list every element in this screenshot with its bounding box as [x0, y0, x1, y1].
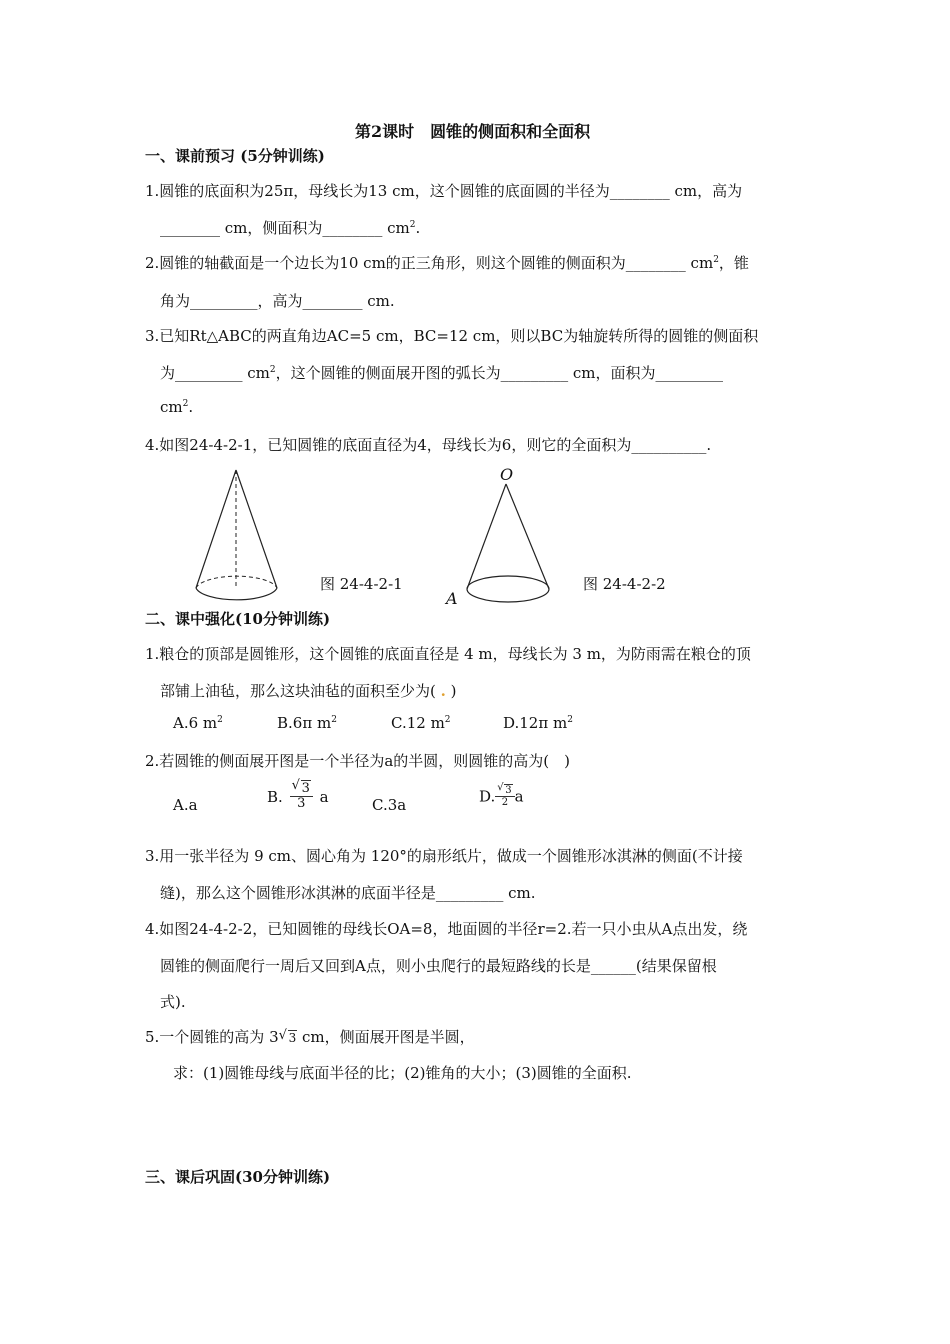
cone-figure-1	[188, 465, 288, 613]
denominator: 3	[297, 796, 306, 812]
s1-q1-line1: 1.圆锥的底面积为25π，母线长为13 cm，这个圆锥的底面圆的半径为________ cm，高为	[145, 182, 743, 200]
s2-q4-line3: 式).	[160, 993, 186, 1011]
s1-q1-end: .	[415, 219, 421, 237]
superscript-2: 2	[567, 715, 573, 725]
s1-q2-line1	[145, 252, 749, 273]
option-letter: B.	[267, 787, 283, 806]
sqrt-symbol: √ 3	[497, 782, 512, 796]
s2-q2-line: 2.若圆锥的侧面展开图是一个半径为a的半圆，则圆锥的高为( )	[145, 752, 570, 770]
radicand: 3	[505, 785, 512, 796]
s2-q4-line2: 圆锥的侧面爬行一周后又回到A点，则小虫爬行的最短路线的长是______(结果保留根	[160, 957, 717, 975]
s2-q4-line1: 4.如图24-4-2-2，已知圆锥的母线长OA=8，地面圆的半径r=2.若一只小虫从A点出发，绕	[145, 920, 748, 938]
s2-q5-line2: 求：(1)圆锥母线与底面半径的比；(2)锥角的大小；(3)圆锥的全面积.	[173, 1064, 632, 1082]
s1-q3-text-a: 为_________ cm	[160, 364, 270, 382]
fraction-sqrt3-over-3	[290, 778, 313, 812]
radicand: 3	[288, 1031, 297, 1045]
sqrt-symbol: √ 3	[278, 1028, 297, 1045]
s2-q5-text-b: cm，侧面展开图是半圆，	[297, 1028, 475, 1046]
answer-mark: .	[440, 682, 446, 700]
s2-q3-line2: 缝)，那么这个圆锥形冰淇淋的底面半径是_________ cm.	[160, 884, 536, 902]
s2-q1-line2	[160, 680, 457, 701]
s2-q1-option-d	[503, 714, 573, 732]
superscript-2: 2	[269, 365, 276, 375]
s1-q3-text-b: ，这个圆锥的侧面展开图的弧长为_________ cm，面积为_________	[275, 364, 724, 382]
superscript-2: 2	[409, 220, 416, 230]
option-text: B.6π m	[277, 714, 332, 732]
s2-q2-option-d	[479, 782, 524, 808]
variable-a: a	[514, 787, 524, 806]
s2-q1-text: 部铺上油毡，那么这块油毡的面积至少为(	[160, 682, 436, 700]
s2-q2-option-a: A.a	[173, 796, 198, 814]
apex-label-o: O	[500, 465, 514, 484]
s1-q3-unit: cm	[160, 398, 183, 416]
s1-q3-line2	[160, 362, 723, 383]
s2-q5-text-a: 5.一个圆锥的高为 3	[145, 1028, 279, 1046]
radicand: 3	[301, 781, 310, 796]
superscript-2: 2	[217, 715, 223, 725]
section-2-heading: 二、课中强化(10分钟训练)	[145, 610, 331, 628]
s2-q5-line1	[145, 1026, 475, 1047]
s1-q3-line3	[160, 398, 193, 416]
variable-a: a	[319, 787, 329, 806]
s1-q3-line1: 3.已知Rt△ABC的两直角边AC=5 cm，BC=12 cm，则以BC为轴旋转所得的圆锥的侧面积	[145, 327, 759, 345]
s1-q4-line: 4.如图24-4-2-1，已知圆锥的底面直径为4，母线长为6，则它的全面积为__________.	[145, 436, 712, 454]
section-1-heading: 一、课前预习 (5分钟训练)	[145, 147, 325, 165]
s2-q1-option-a	[173, 714, 223, 732]
sqrt-symbol: √ 3	[291, 778, 310, 796]
fraction-sqrt3-over-2	[495, 782, 514, 808]
base-label-a: A	[446, 589, 458, 608]
s2-q1-end: )	[450, 682, 457, 700]
figure-2-caption: 图 24-4-2-2	[583, 575, 666, 593]
superscript-2: 2	[713, 255, 719, 265]
section-3-heading: 三、课后巩固(30分钟训练)	[145, 1168, 331, 1186]
denominator: 2	[501, 797, 509, 808]
s2-q3-line1: 3.用一张半径为 9 cm、圆心角为 120°的扇形纸片，做成一个圆锥形冰淇淋的侧面(不计接	[145, 847, 743, 865]
s1-q3-end: .	[188, 398, 194, 416]
s1-q2-line2: 角为_________，高为________ cm.	[160, 292, 395, 310]
figure-1-caption: 图 24-4-2-1	[320, 575, 403, 593]
option-letter: D.	[479, 787, 496, 806]
s2-q1-line1: 1.粮仓的顶部是圆锥形，这个圆锥的底面直径是 4 m，母线长为 3 m，为防雨需在粮仓的顶	[145, 645, 751, 663]
s1-q2-end: ，锥	[718, 254, 749, 272]
s2-q2-option-c: C.3a	[372, 796, 407, 814]
page-title: 第2课时 圆锥的侧面积和全面积	[355, 122, 591, 141]
s2-q2-option-b	[267, 778, 329, 812]
s1-q1-text: ________ cm，侧面积为________ cm	[160, 219, 410, 237]
s2-q1-option-c	[391, 714, 451, 732]
cone-figure-2	[458, 478, 558, 618]
option-text: C.12 m	[391, 714, 445, 732]
option-text: A.6 m	[173, 714, 218, 732]
s2-q1-option-b	[277, 714, 337, 732]
superscript-2: 2	[444, 715, 451, 725]
s1-q1-line2	[160, 217, 420, 238]
s1-q2-text: 2.圆锥的轴截面是一个边长为10 cm的正三角形，则这个圆锥的侧面积为________ cm	[145, 254, 714, 272]
option-text: D.12π m	[503, 714, 568, 732]
superscript-2: 2	[331, 715, 337, 725]
superscript-2: 2	[182, 399, 189, 409]
